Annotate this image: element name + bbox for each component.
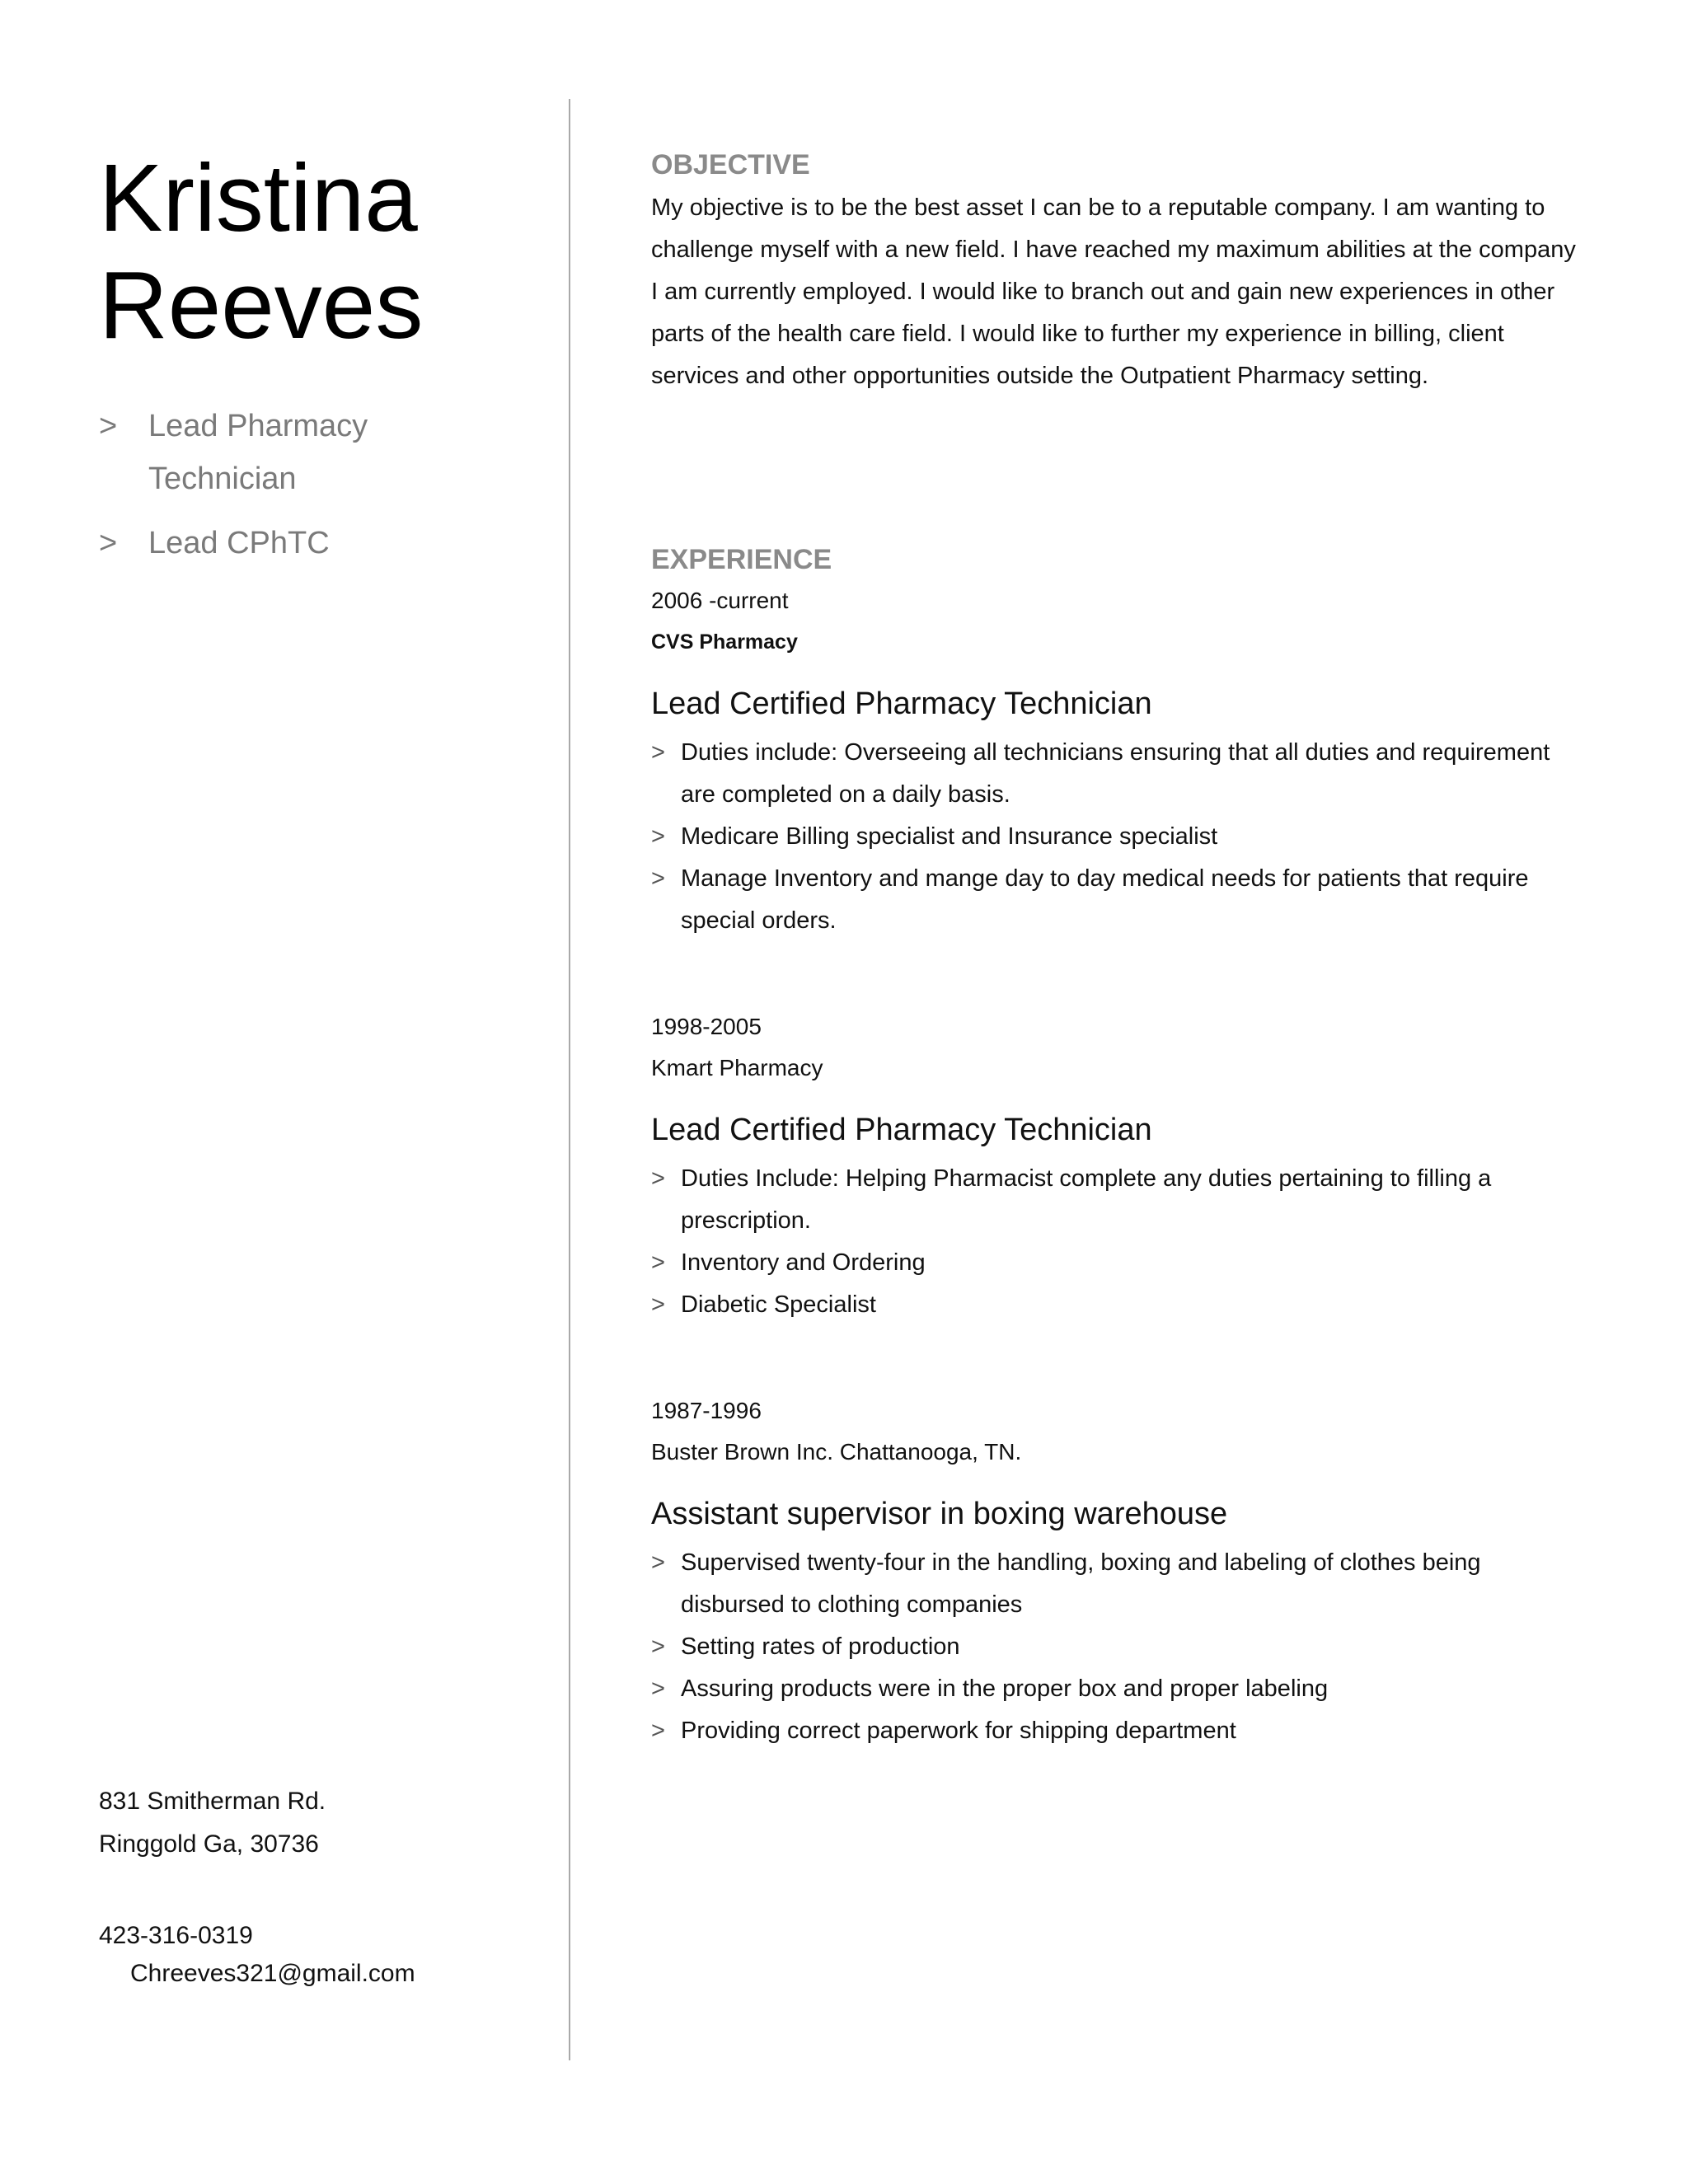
phone-number: 423-316-0319	[99, 1922, 253, 1949]
chevron-right-icon: >	[651, 1675, 665, 1702]
last-name: Reeves	[99, 251, 424, 359]
job-duties	[651, 732, 1582, 942]
duty-text: Inventory and Ordering	[681, 1249, 926, 1276]
job-title: Lead Certified Pharmacy Technician	[651, 687, 1152, 721]
job-title: Lead Certified Pharmacy Technician	[651, 1113, 1152, 1147]
objective-text: My objective is to be the best asset I can be to a reputable company. I am wanting to challenge myself with a new field. I have reached my maximum abilities at the company I am currently employed. I would like to branch out and gain new experiences in other parts of the health care field. I would like to further my experience in billing, client services and other opportunities outside the Outpatient Pharmacy setting.	[651, 194, 1576, 389]
duty-item	[651, 1542, 1582, 1626]
left-column	[99, 144, 560, 581]
duty-item	[651, 1284, 1582, 1326]
title-item	[99, 400, 560, 505]
job-duties	[651, 1158, 1582, 1326]
address-line-1: 831 Smitherman Rd.	[99, 1788, 326, 1815]
email-address: Chreeves321@gmail.com	[130, 1960, 415, 1987]
job-dates: 1998-2005	[651, 1014, 762, 1039]
job-title: Assistant supervisor in boxing warehouse	[651, 1497, 1228, 1531]
first-name: Kristina	[99, 144, 418, 251]
duty-text: Medicare Billing specialist and Insurance specialist	[681, 823, 1218, 850]
duty-item	[651, 1668, 1582, 1710]
duty-text: Providing correct paperwork for shipping department	[681, 1718, 1236, 1744]
chevron-right-icon: >	[651, 1291, 665, 1318]
chevron-right-icon: >	[651, 1633, 665, 1660]
duty-text: Supervised twenty-four in the handling, boxing and labeling of clothes being disbursed to clothing companies	[681, 1549, 1481, 1618]
job-entry	[651, 580, 1582, 942]
title-item	[99, 517, 560, 569]
duty-text: Diabetic Specialist	[681, 1291, 876, 1318]
chevron-right-icon: >	[99, 526, 118, 560]
contact-info	[99, 1780, 560, 1993]
duty-item	[651, 1626, 1582, 1668]
objective-heading: OBJECTIVE	[651, 149, 810, 180]
title-text: Lead Pharmacy Technician	[148, 409, 368, 496]
duty-item	[651, 1242, 1582, 1284]
job-entry	[651, 1390, 1582, 1752]
chevron-right-icon: >	[99, 409, 118, 443]
duty-text: Duties Include: Helping Pharmacist complete any duties pertaining to filling a prescription.	[681, 1165, 1492, 1234]
duty-text: Manage Inventory and mange day to day medical needs for patients that require special orders.	[681, 865, 1529, 934]
chevron-right-icon: >	[651, 739, 665, 766]
job-company: Kmart Pharmacy	[651, 1055, 823, 1080]
chevron-right-icon: >	[651, 1249, 665, 1276]
address-line-2: Ringgold Ga, 30736	[99, 1830, 319, 1858]
job-company: CVS Pharmacy	[651, 630, 798, 654]
chevron-right-icon: >	[651, 823, 665, 850]
duty-item	[651, 1158, 1582, 1242]
duty-item	[651, 816, 1582, 858]
job-company: Buster Brown Inc. Chattanooga, TN.	[651, 1439, 1022, 1465]
duty-item	[651, 858, 1582, 942]
column-divider	[569, 99, 570, 2060]
objective-section	[651, 144, 1582, 397]
chevron-right-icon: >	[651, 1718, 665, 1744]
job-entry	[651, 1006, 1582, 1326]
experience-section	[651, 539, 1582, 1752]
experience-heading: EXPERIENCE	[651, 544, 832, 575]
duty-text: Assuring products were in the proper box and proper labeling	[681, 1675, 1329, 1702]
candidate-name	[99, 144, 560, 359]
chevron-right-icon: >	[651, 1549, 665, 1576]
duty-item	[651, 1710, 1582, 1752]
chevron-right-icon: >	[651, 865, 665, 892]
chevron-right-icon: >	[651, 1165, 665, 1192]
duty-text: Setting rates of production	[681, 1633, 960, 1660]
professional-titles	[99, 400, 560, 569]
title-text: Lead CPhTC	[148, 526, 330, 560]
job-duties	[651, 1542, 1582, 1752]
right-column	[651, 144, 1582, 1752]
job-dates: 1987-1996	[651, 1398, 762, 1423]
job-dates: 2006 -current	[651, 588, 789, 613]
duty-text: Duties include: Overseeing all technicians ensuring that all duties and requirement are completed on a daily basis.	[681, 739, 1550, 808]
duty-item	[651, 732, 1582, 816]
